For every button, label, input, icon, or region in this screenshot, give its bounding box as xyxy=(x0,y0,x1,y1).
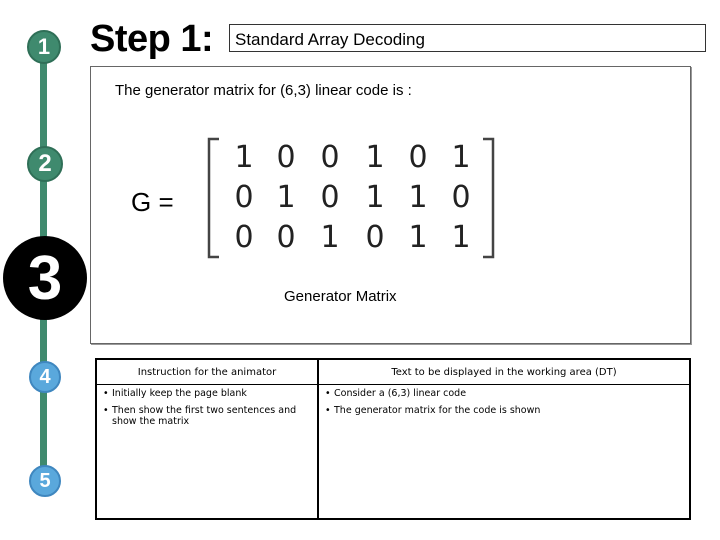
step-5-marker[interactable]: 5 xyxy=(29,465,61,497)
working-area xyxy=(90,66,691,344)
matrix-entry: 1 xyxy=(451,140,471,175)
step-4-marker[interactable]: 4 xyxy=(29,361,61,393)
step-3-marker-active[interactable]: 3 xyxy=(3,236,87,320)
matrix-entry: 1 xyxy=(451,220,471,255)
instruction-table xyxy=(95,358,691,520)
animator-instructions xyxy=(97,385,319,518)
animator-column-header: Instruction for the animator xyxy=(97,360,319,384)
matrix-entry: 1 xyxy=(408,220,428,255)
step-1-marker[interactable]: 1 xyxy=(27,30,61,64)
intro-sentence: The generator matrix for (6,3) linear code is : xyxy=(115,82,412,99)
matrix-entry: 1 xyxy=(408,180,428,215)
matrix-entry: 0 xyxy=(408,140,428,175)
matrix-entry: 0 xyxy=(234,180,254,215)
matrix-entry: 1 xyxy=(276,180,296,215)
matrix-entry: 1 xyxy=(234,140,254,175)
matrix-symbol: G = xyxy=(131,187,174,217)
matrix-caption: Generator Matrix xyxy=(284,288,397,305)
matrix-entry: 0 xyxy=(276,140,296,175)
step-2-marker[interactable]: 2 xyxy=(27,146,63,182)
generator-matrix xyxy=(199,133,499,263)
display-text-item: • The generator matrix for the code is shown xyxy=(325,405,683,416)
matrix-entry: 1 xyxy=(365,180,385,215)
matrix-entry: 1 xyxy=(320,220,340,255)
animator-item: • Then show the first two sentences and show the matrix xyxy=(103,405,311,427)
display-text-items xyxy=(319,385,689,518)
step-heading: Step 1: xyxy=(90,18,214,60)
display-text-item: • Consider a (6,3) linear code xyxy=(325,388,683,399)
animator-item: • Initially keep the page blank xyxy=(103,388,311,399)
matrix-entry: 1 xyxy=(365,140,385,175)
matrix-entry: 0 xyxy=(320,140,340,175)
matrix-entry: 0 xyxy=(320,180,340,215)
matrix-entry: 0 xyxy=(276,220,296,255)
matrix-entry: 0 xyxy=(365,220,385,255)
slide-title: Standard Array Decoding xyxy=(229,24,706,52)
display-text-column-header: Text to be displayed in the working area (DT) xyxy=(391,367,617,378)
matrix-entry: 0 xyxy=(451,180,471,215)
matrix-entry: 0 xyxy=(234,220,254,255)
right-bracket xyxy=(483,139,493,257)
left-bracket xyxy=(209,139,219,257)
